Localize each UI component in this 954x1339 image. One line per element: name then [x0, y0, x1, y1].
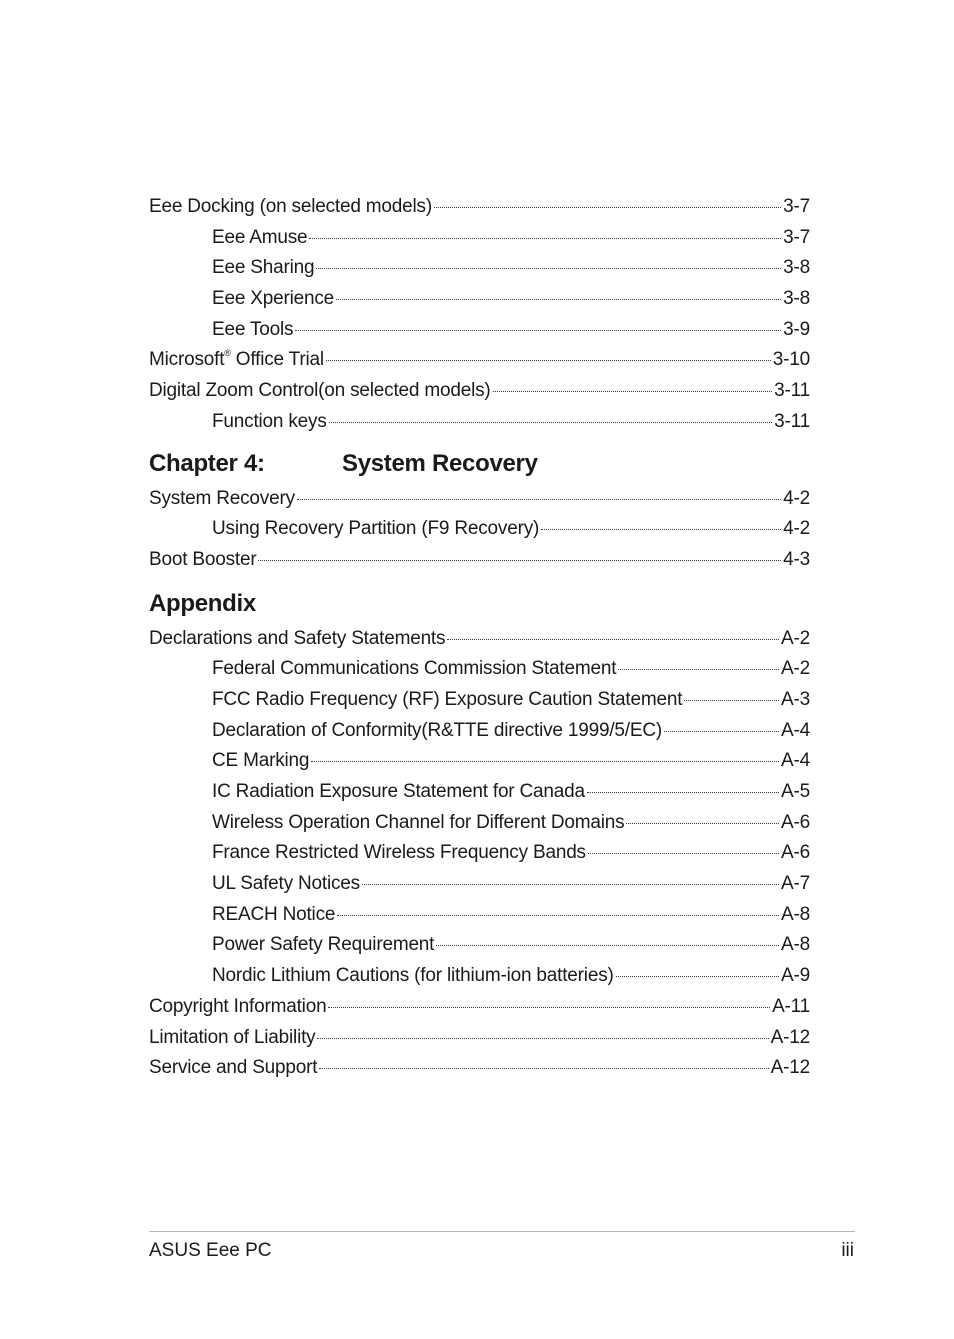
toc-entry-label: Wireless Operation Channel for Different Domains — [212, 811, 625, 833]
toc-entry-page: 4-3 — [783, 548, 810, 570]
toc-entry-page: 3-11 — [774, 410, 810, 432]
toc-entry-reach-notice[interactable] — [149, 900, 810, 931]
toc-entry-label-suffix: Office Trial — [230, 349, 324, 371]
toc-entry-page: 3-11 — [774, 380, 810, 402]
footer-product-name: ASUS Eee PC — [149, 1240, 272, 1261]
toc-entry-label: System Recovery — [149, 487, 295, 509]
dot-leader — [317, 1036, 768, 1039]
toc-entry-eee-docking[interactable] — [149, 192, 810, 223]
dot-leader — [626, 821, 779, 824]
toc-entry-page: A-12 — [770, 1026, 810, 1048]
dot-leader — [684, 698, 779, 701]
toc-entry-eee-tools[interactable] — [149, 315, 810, 346]
toc-entry-boot-booster[interactable] — [149, 545, 810, 576]
toc-entry-page: 3-9 — [783, 318, 810, 340]
toc-entry-eee-xperience[interactable] — [149, 284, 810, 315]
dot-leader — [337, 913, 779, 916]
toc-entry-label: Eee Amuse — [212, 226, 308, 248]
dot-leader — [336, 297, 781, 300]
dot-leader — [436, 943, 779, 946]
toc-entry-page: A-6 — [781, 842, 810, 864]
chapter-title: System Recovery — [342, 449, 538, 477]
toc-entry-label: Function keys — [212, 410, 327, 432]
toc-entry-label: IC Radiation Exposure Statement for Canada — [212, 781, 585, 802]
toc-entry-label: CE Marking — [212, 750, 310, 772]
toc-entry-label — [149, 345, 324, 376]
dot-leader — [541, 527, 781, 530]
toc-entry-label-prefix: Microsoft — [149, 349, 225, 371]
toc-entry-page: A-9 — [781, 965, 810, 987]
toc-entry-page: 3-8 — [783, 257, 810, 279]
dot-leader — [258, 558, 781, 561]
toc-entry-page: 3-7 — [783, 226, 810, 248]
toc-entry-page: A-2 — [781, 627, 810, 649]
toc-entry-page: 3-8 — [783, 288, 810, 310]
toc-entry-label: FCC Radio Frequency (RF) Exposure Caution Statement — [212, 688, 683, 710]
toc-entry-ic-radiation[interactable] — [149, 777, 810, 808]
dot-leader — [587, 790, 779, 793]
toc-entry-ul-safety[interactable] — [149, 869, 810, 900]
toc-entry-page: A-4 — [781, 750, 810, 772]
toc-entry-label: Federal Communications Commission Statement — [212, 658, 617, 680]
dot-leader — [447, 637, 779, 640]
dot-leader — [326, 358, 771, 361]
toc-entry-page: A-8 — [781, 903, 810, 925]
toc-entry-recovery-partition[interactable] — [149, 514, 810, 545]
toc-entry-label: Digital Zoom Control(on selected models) — [149, 380, 491, 402]
appendix-heading: Appendix — [149, 589, 256, 617]
toc-entry-label: France Restricted Wireless Frequency Bands — [212, 842, 586, 864]
toc-entry-page: 3-10 — [772, 349, 810, 371]
toc-entry-page: 4-2 — [783, 518, 810, 540]
toc-entry-function-keys[interactable] — [149, 407, 810, 438]
registered-mark: ® — [224, 348, 231, 359]
toc-group-chapter4 — [149, 484, 810, 576]
toc-entry-label: Eee Sharing — [212, 257, 315, 279]
chapter-heading — [149, 438, 810, 484]
dot-leader — [309, 236, 781, 239]
toc-entry-power-safety[interactable] — [149, 930, 810, 961]
toc-entry-wireless-channel[interactable] — [149, 808, 810, 839]
toc-entry-page: A-12 — [770, 1057, 810, 1079]
toc-group-chapter3 — [149, 192, 810, 438]
footer-divider — [149, 1231, 855, 1232]
toc-entry-label: Using Recovery Partition (F9 Recovery) — [212, 518, 540, 540]
toc-entry-label: Declarations and Safety Statements — [149, 627, 446, 649]
dot-leader — [493, 389, 773, 392]
toc-entry-system-recovery[interactable] — [149, 484, 810, 515]
dot-leader — [316, 266, 781, 269]
toc-entry-page: A-11 — [772, 995, 810, 1017]
toc-entry-office-trial[interactable] — [149, 345, 810, 376]
toc-entry-nordic-lithium[interactable] — [149, 961, 810, 992]
dot-leader — [588, 851, 779, 854]
dot-leader — [434, 205, 781, 208]
dot-leader — [295, 328, 781, 331]
toc-entry-page: A-5 — [781, 781, 810, 802]
dot-leader — [297, 497, 781, 500]
toc-entry-label: Declaration of Conformity(R&TTE directive 1999/5/EC) — [212, 719, 662, 741]
toc-entry-page: A-6 — [781, 811, 810, 833]
toc-group-appendix — [149, 624, 810, 1084]
toc-entry-eee-amuse[interactable] — [149, 223, 810, 254]
toc-entry-label: REACH Notice — [212, 903, 336, 925]
toc-entry-page: A-7 — [781, 873, 810, 895]
toc-entry-copyright[interactable] — [149, 992, 810, 1023]
toc-entry-france-bands[interactable] — [149, 838, 810, 869]
toc-entry-label: Eee Docking (on selected models) — [149, 196, 432, 217]
toc-entry-label: Service and Support — [149, 1057, 318, 1079]
footer-page-number: iii — [841, 1240, 854, 1261]
toc-entry-label: Eee Tools — [212, 318, 294, 340]
toc-entry-page: A-4 — [781, 719, 810, 741]
toc-entry-label: UL Safety Notices — [212, 873, 360, 895]
toc-entry-service-support[interactable] — [149, 1053, 810, 1084]
toc-entry-declarations[interactable] — [149, 624, 810, 655]
toc-entry-page: 4-2 — [783, 487, 810, 509]
toc-entry-page: A-3 — [781, 688, 810, 710]
toc-entry-page: A-8 — [781, 934, 810, 956]
toc-entry-fcc-rf-exposure[interactable] — [149, 685, 810, 716]
toc-entry-label: Power Safety Requirement — [212, 934, 435, 956]
dot-leader — [319, 1066, 768, 1069]
dot-leader — [362, 882, 779, 885]
dot-leader — [329, 420, 773, 423]
dot-leader — [311, 759, 779, 762]
toc-entry-ce-marking[interactable] — [149, 746, 810, 777]
toc-entry-page: 3-7 — [783, 196, 810, 217]
toc-entry-label: Boot Booster — [149, 548, 257, 570]
toc-entry-eee-sharing[interactable] — [149, 253, 810, 284]
toc-entry-label: Eee Xperience — [212, 288, 335, 310]
toc-entry-declaration-conformity[interactable] — [149, 716, 810, 747]
toc-entry-label: Limitation of Liability — [149, 1026, 316, 1048]
chapter-number: Chapter 4: — [149, 449, 265, 477]
toc-entry-page: A-2 — [781, 658, 810, 680]
dot-leader — [328, 1005, 770, 1008]
toc-entry-label: Copyright Information — [149, 995, 327, 1017]
toc-entry-digital-zoom[interactable] — [149, 376, 810, 407]
toc-entry-label: Nordic Lithium Cautions (for lithium-ion batteries) — [212, 965, 614, 987]
dot-leader — [664, 729, 779, 732]
dot-leader — [616, 974, 779, 977]
table-of-contents — [149, 192, 810, 1084]
dot-leader — [618, 667, 779, 670]
toc-entry-fcc-statement[interactable] — [149, 654, 810, 685]
toc-entry-limitation-liability[interactable] — [149, 1023, 810, 1054]
